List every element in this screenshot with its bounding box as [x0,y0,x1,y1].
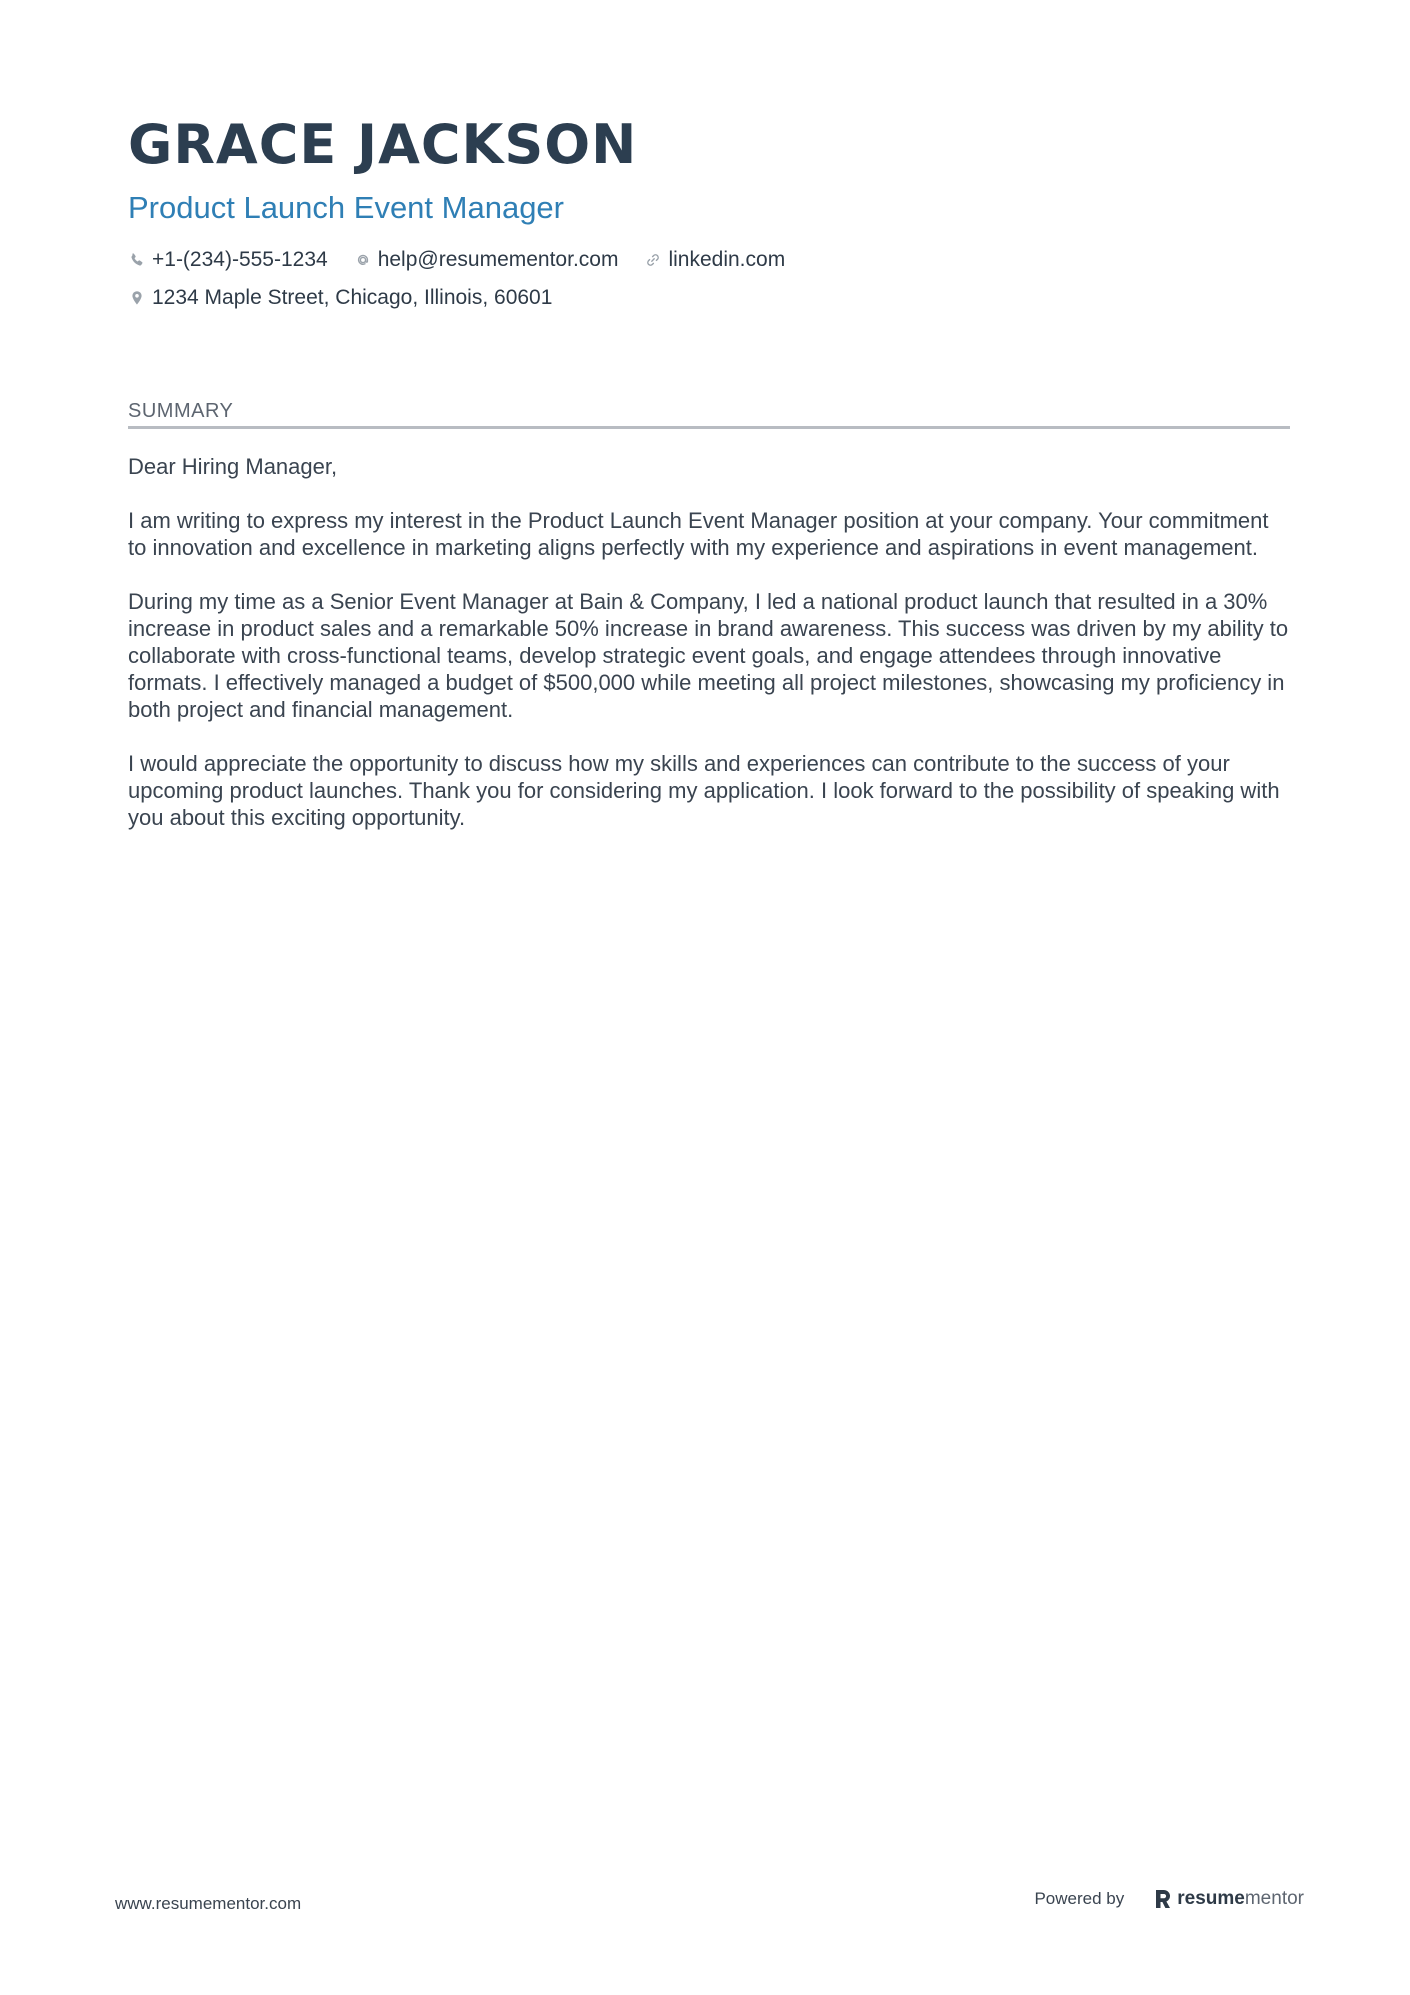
brand-name-light: mentor [1244,1888,1304,1909]
location-pin-icon [128,289,146,307]
brand-logo[interactable] [1154,1888,1304,1910]
address-text: 1234 Maple Street, Chicago, Illinois, 60601 [152,286,553,309]
candidate-name: GRACE JACKSON [128,113,638,176]
letter-paragraph: I would appreciate the opportunity to discuss how my skills and experiences can contribute to the success of your upcoming product launches. Thank you for considering my application. I look forward to the possibility of speaking with you about this exciting opportunity. [128,751,1280,830]
contact-phone [128,246,328,274]
resumementor-logo-icon [1154,1889,1172,1909]
link-icon [644,251,662,269]
letter-body [128,453,1290,831]
letter-paragraph: I am writing to express my interest in the Product Launch Event Manager position at your company. Your commitment to innovation and excellence in marketing aligns perfectly with my experience and aspirations in event management. [128,508,1269,560]
footer-branding [1034,1888,1304,1910]
phone-icon [128,251,146,269]
letter-paragraph: During my time as a Senior Event Manager at Bain & Company, I led a national product launch that resulted in a 30% increase in product sales and a remarkable 50% increase in brand awareness. This success was driven by my ability to collaborate with cross-functional teams, develop strategic event goals, and engage attendees through innovative formats. I effectively managed a budget of $500,000 while meeting all project milestones, showcasing my proficiency in both project and financial management. [128,589,1289,722]
email-text[interactable]: help@resumementor.com [377,248,619,271]
section-heading: SUMMARY [128,398,1290,429]
at-icon [354,251,372,269]
powered-by-label: Powered by [1034,1889,1125,1908]
job-title: Product Launch Event Manager [128,190,564,225]
contact-linkedin[interactable] [644,246,785,274]
contact-email[interactable] [354,246,619,274]
header [128,112,1288,312]
contact-row [128,246,1288,274]
footer-website[interactable]: www.resumementor.com [115,1894,302,1913]
contact-address [128,284,552,312]
contact-row-address [128,284,1288,312]
brand-name-bold: resume [1177,1888,1245,1909]
linkedin-text[interactable]: linkedin.com [668,248,786,271]
phone-text: +1-(234)-555-1234 [152,248,328,271]
summary-section [128,398,1290,858]
salutation: Dear Hiring Manager, [128,454,338,479]
